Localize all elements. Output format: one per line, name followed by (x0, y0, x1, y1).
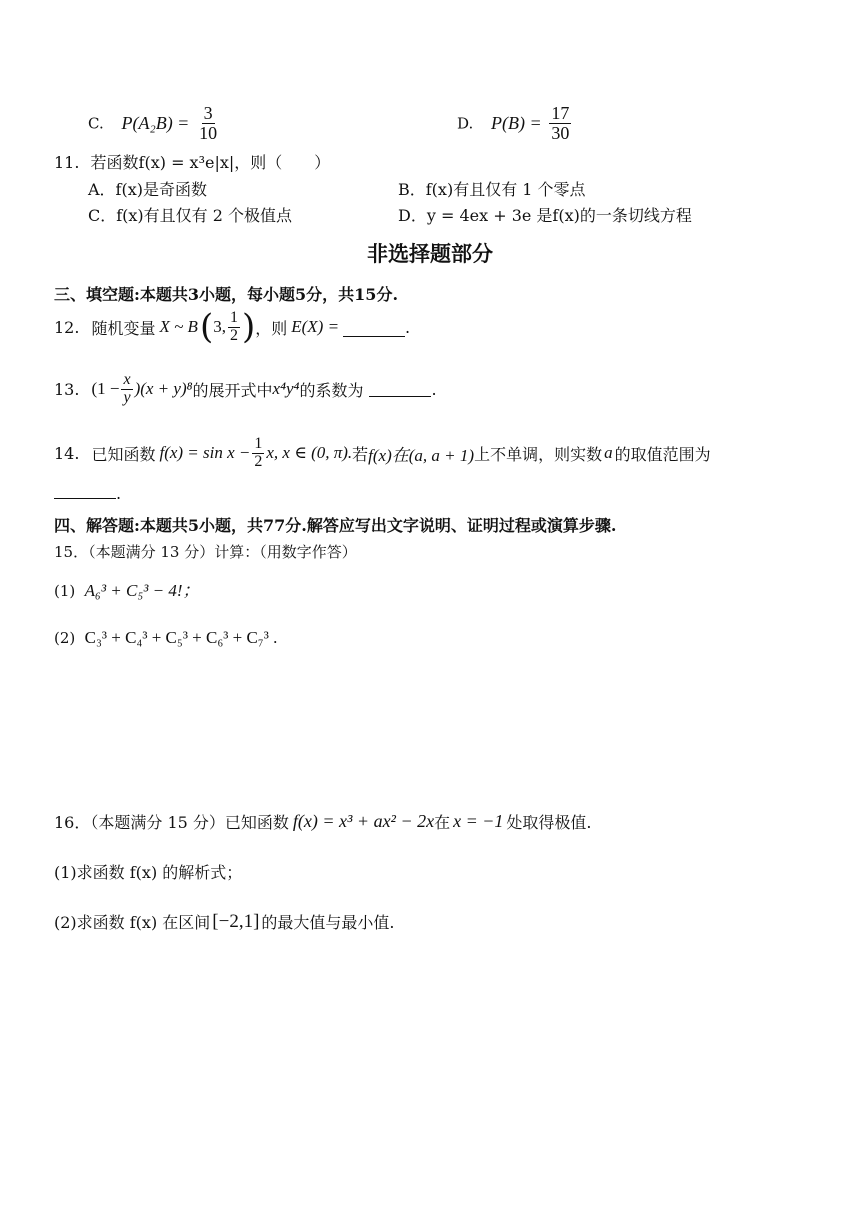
q14-text-tail: 的取值范围为 (614, 444, 711, 464)
q14-frac-denominator: 2 (254, 452, 263, 470)
q14-variable: a (604, 443, 613, 463)
q16-point: x = −1 (453, 811, 504, 831)
q13-frac-denominator: y (123, 388, 131, 406)
q11-option-b: B．f(x)有且仅有 1 个零点 (398, 180, 586, 199)
q16-part2-post: 的最大值与最小值. (261, 913, 395, 932)
q16-part2-pre: (2)求函数 f(x) 在区间 (54, 913, 211, 932)
q12-expectation: E(X) = (291, 317, 340, 337)
q12-number: 12. (54, 317, 80, 337)
section3-heading: 三、填空题:本题共3小题，每小题5分，共15分. (54, 285, 399, 304)
q13-fraction (121, 372, 132, 407)
q10-option-d-denominator: 30 (551, 122, 570, 143)
q10-option-d-numerator: 17 (551, 103, 570, 123)
q16-stem-pre: 16．（本题满分 15 分）已知函数 (54, 813, 289, 832)
q12-paren-close: ) (241, 307, 256, 348)
q15-part2-label: (2) (54, 629, 76, 647)
q10-option-c-fraction (197, 104, 219, 143)
q13-term: x⁴y⁴ (272, 379, 300, 399)
q10-option-d-label: D. (457, 114, 474, 133)
q11-option-a: A．f(x)是奇函数 (88, 180, 207, 199)
q13-answer-blank[interactable] (369, 395, 431, 397)
section4-heading: 四、解答题:本题共5小题，共77分.解答应写出文字说明、证明过程或演算步骤. (54, 516, 617, 535)
q12 (54, 307, 411, 348)
q16-stem-mid: 在 (434, 813, 451, 832)
q14-text-if: 若 (352, 444, 369, 464)
q14-text-pre: 已知函数 (91, 444, 156, 464)
q15-part1-expression: A₆³ + C₅³ − 4!； (84, 581, 200, 600)
q16-part1: (1)求函数 f(x) 的解析式； (54, 863, 243, 882)
q10-option-d-lhs: P(B) = (491, 112, 542, 133)
q15-stem: 15．（本题满分 13 分）计算：（用数字作答） (54, 543, 357, 561)
q16-stem (54, 810, 592, 833)
q15-part2 (54, 628, 277, 648)
q13-text: 的展开式中 (192, 380, 273, 400)
q15-part1 (54, 576, 200, 601)
q10-option-c-numerator: 3 (203, 103, 213, 123)
q13-text2: 的系数为 (299, 380, 364, 400)
q16-part2 (54, 910, 395, 933)
q13-end: . (431, 379, 437, 399)
q14-fraction (252, 436, 264, 471)
q15-part1-label: (1) (54, 582, 76, 600)
q14-function-lhs: f(x) = sin x − (159, 443, 251, 463)
q11-option-c: C．f(x)有且仅有 2 个极值点 (88, 206, 293, 225)
q11-stem-text: 若函数f(x) = x³e|x|，则（ ） (90, 153, 331, 172)
q11-option-d: D．y = 4ex + 3e 是f(x)的一条切线方程 (398, 206, 692, 225)
q14 (54, 436, 711, 471)
q13-open: (1 − (91, 379, 120, 399)
q10-option-d-fraction (549, 104, 571, 143)
q16-function: f(x) = x³ + ax² − 2x (292, 811, 435, 831)
q13-expression: )(x + y)⁸ (134, 379, 193, 399)
q10-option-d (457, 104, 573, 143)
part-title: 非选择题部分 (367, 242, 493, 266)
q14-end: . (116, 484, 122, 503)
q10-option-c-label: C. (88, 114, 104, 133)
q16-interval: [−2,1] (212, 910, 260, 932)
q12-arg-first: 3, (213, 317, 226, 337)
q14-text-post: 上不单调，则实数 (474, 444, 603, 464)
q14-number: 14. (54, 443, 80, 463)
q14-condition: f(x)在(a, a + 1) (368, 445, 475, 465)
q12-frac-numerator: 1 (229, 309, 238, 326)
q13 (54, 372, 437, 407)
q14-function-rhs: x, x ∈ (0, π). (266, 443, 353, 463)
q14-answer-line (54, 484, 121, 503)
q11-stem (54, 150, 330, 173)
q12-paren-open: ( (199, 307, 214, 348)
q11-number: 11. (54, 153, 80, 172)
q12-fraction (228, 310, 240, 345)
q14-frac-numerator: 1 (254, 435, 263, 452)
q15-part2-expression: C₃³ + C₄³ + C₅³ + C₆³ + C₇³ . (84, 628, 278, 647)
q10-option-c (88, 104, 221, 143)
q12-text-pre: 随机变量 (91, 318, 156, 338)
q10-option-c-lhs: P(A₂B) = (121, 112, 190, 133)
q13-number: 13. (54, 379, 80, 399)
q12-answer-blank[interactable] (343, 335, 405, 337)
q12-frac-denominator: 2 (229, 326, 238, 344)
q13-frac-numerator: x (123, 371, 131, 388)
q12-end: . (405, 317, 411, 337)
q14-answer-blank[interactable] (54, 497, 116, 499)
q16-stem-post: 处取得极值. (506, 813, 592, 832)
q12-text-mid: ，则 (255, 318, 288, 338)
q12-distribution: X ~ B (159, 317, 198, 337)
q10-option-c-denominator: 10 (199, 122, 218, 143)
